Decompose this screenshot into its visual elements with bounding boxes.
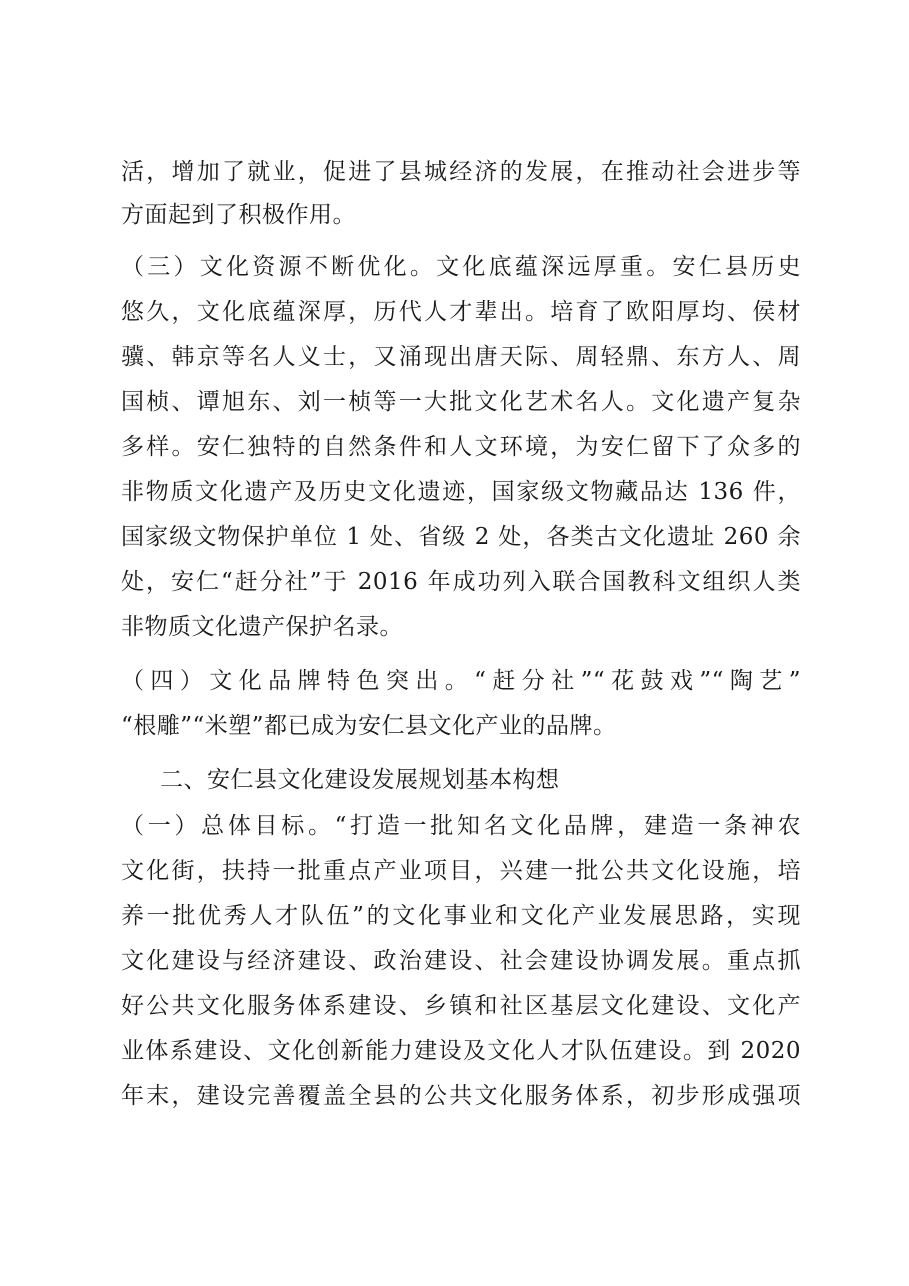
text-line: 年末，建设完善覆盖全县的公共文化服务体系，初步形成强项	[121, 1083, 801, 1109]
text-line: 骥、韩京等名人义士，又涌现出唐天际、周轻鼎、东方人、周	[121, 344, 801, 370]
text-line: “根雕”“米塑”都已成为安仁县文化产业的品牌。	[121, 713, 617, 739]
section-heading: 二、安仁县文化建设发展规划基本构想	[160, 767, 560, 793]
text-line: 文化建设与经济建设、政治建设、社会建设协调发展。重点抓	[121, 948, 801, 974]
paragraph-heading-line: （四）文化品牌特色突出。“赶分社”“花鼓戏”“陶艺”	[121, 668, 801, 694]
text-line: 国桢、谭旭东、刘一桢等一大批文化艺术名人。文化遗产复杂	[121, 389, 801, 415]
text-line: 处，安仁“赶分社”于 2016 年成功列入联合国教科文组织人类	[121, 569, 801, 595]
text-line: 多样。安仁独特的自然条件和人文环境，为安仁留下了众多的	[121, 434, 801, 460]
paragraph-heading-line: （一）总体目标。“打造一批知名文化品牌，建造一条神农	[121, 813, 801, 839]
paragraph-heading-line: （三）文化资源不断优化。文化底蕴深远厚重。安仁县历史	[121, 254, 801, 280]
text-line: 业体系建设、文化创新能力建设及文化人才队伍建设。到 2020	[121, 1038, 801, 1064]
text-line: 悠久，文化底蕴深厚，历代人才辈出。培育了欧阳厚均、侯材	[121, 299, 801, 325]
text-line: 国家级文物保护单位 1 处、省级 2 处，各类古文化遗址 260 余	[121, 524, 801, 550]
text-line: 文化街，扶持一批重点产业项目，兴建一批公共文化设施，培	[121, 858, 801, 884]
text-line: 非物质文化遗产及历史文化遗迹，国家级文物藏品达 136 件，	[121, 479, 801, 505]
text-line: 方面起到了积极作用。	[121, 202, 356, 228]
text-line: 好公共文化服务体系建设、乡镇和社区基层文化建设、文化产	[121, 993, 801, 1019]
text-line: 养一批优秀人才队伍”的文化事业和文化产业发展思路，实现	[121, 903, 801, 929]
text-line: 非物质文化遗产保护名录。	[121, 614, 403, 640]
text-line: 活，增加了就业，促进了县城经济的发展，在推动社会进步等	[121, 159, 801, 185]
